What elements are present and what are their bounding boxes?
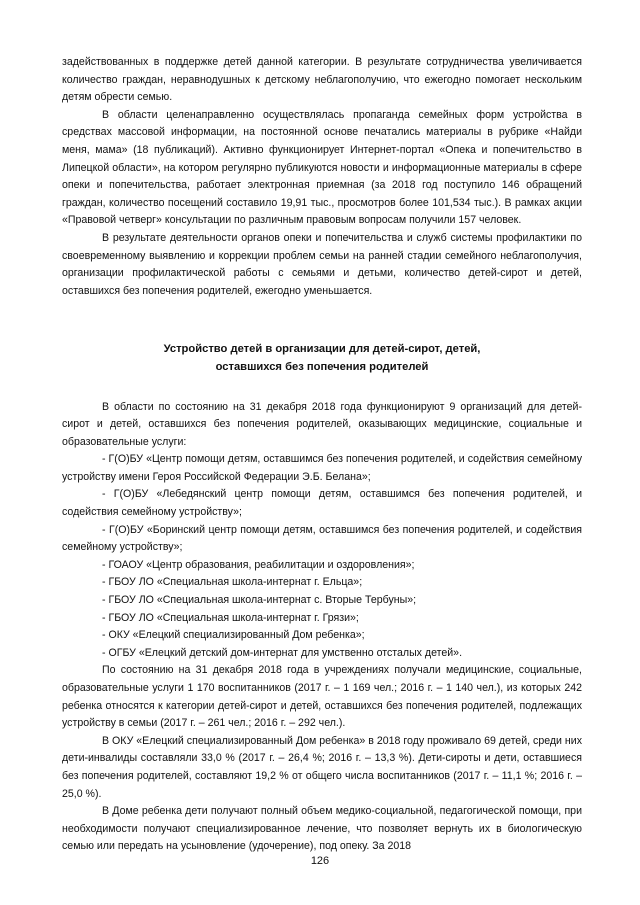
list-item: - Г(О)БУ «Лебедянский центр помощи детям, оставшимся без попечения родителей, и содействия семейному устройству»; <box>62 488 582 519</box>
list-item: - Г(О)БУ «Центр помощи детям, оставшимся без попечения родителей, и содействия семейному устройству имени Героя Российской Федерации Э.Б. Белана»; <box>62 453 582 483</box>
list-item: - ГБОУ ЛО «Специальная школа-интернат с. Вторые Тербуны»; <box>102 594 417 607</box>
page-body <box>62 54 582 856</box>
section-heading-line-2: оставшихся без попечения родителей <box>215 360 429 373</box>
organization-list <box>62 451 582 662</box>
list-item: - ГОАОУ «Центр образования, реабилитации и оздоровления»; <box>102 558 415 571</box>
list-item: - ГБОУ ЛО «Специальная школа-интернат г. Грязи»; <box>102 611 359 624</box>
paragraph-care: В Доме ребенка дети получают полный объем медико-социальной, педагогической помощи, при необходимости получают специализированное лечение, что позволяет вернуть их в биологическую семью или передать на усыновление (удочерение), под опеку. За 2018 <box>62 805 582 853</box>
paragraph-children-home: В ОКУ «Елецкий специализированный Дом ребенка» в 2018 году проживало 69 детей, среди них дети-инвалиды составляли 33,0 % (2017 г. – 26,4 %; 2016 г. – 13,3 %). Дети-сироты и дети, оставшиеся без попечения родителей, составляют 19,2 % от общего числа воспитанников (2017 г. – 11,1 %; 2016 г. – 25,0 %). <box>62 734 582 800</box>
page-number: 126 <box>310 855 330 867</box>
list-item: - ОГБУ «Елецкий детский дом-интернат для умственно отсталых детей». <box>102 646 463 659</box>
paragraph-propaganda: В области целенаправленно осуществлялась пропаганда семейных форм устройства в средствах массовой информации, на постоянной основе печатались материалы в рубрике «Найди меня, мама» (18 публикаций). Активно функционирует Интернет-портал «Опека и попечительство в Липецкой области», на котором регулярно публикуются новости и информационные материалы в сфере опеки и попечительства, работает электронная приемная (за 2018 год поступило 146 обращений граждан, количество посещений составило 19,91 тыс., просмотров более 101,534 тыс.). В рамках акции «Правовой четверг» консультации по различным правовым вопросам получили 157 человек. <box>62 108 582 227</box>
list-item: - Г(О)БУ «Боринский центр помощи детям, оставшимся без попечения родителей, и содействия семейному устройству»; <box>62 523 582 554</box>
list-item: - ОКУ «Елецкий специализированный Дом ребенка»; <box>102 629 365 642</box>
list-item: - ГБОУ ЛО «Специальная школа-интернат г. Ельца»; <box>102 576 363 589</box>
paragraph-statistics: По состоянию на 31 декабря 2018 года в учреждениях получали медицинские, социальные, образовательные услуги 1 170 воспитанников (2017 г. – 1 169 чел.; 2016 г. – 1 140 чел.), из которых 242 ребенка относятся к категории детей-сирот и детей, оставшихся без попечения родителей, подлежащих устройству в семьи (2017 г. – 261 чел.; 2016 г. – 292 чел.). <box>62 664 582 730</box>
section-heading-line-1: Устройство детей в организации для детей-сирот, детей, <box>163 343 481 356</box>
paragraph-intro: В области по состоянию на 31 декабря 2018 года функционируют 9 организаций для детей-сирот и детей, оставшихся без попечения родителей, оказывающих медицинские, социальные и образовательные услуги: <box>62 400 582 448</box>
section-heading <box>62 341 582 376</box>
paragraph-results: В результате деятельности органов опеки и попечительства и служб системы профилактики по своевременному выявлению и коррекции проблем семьи на ранней стадии семейного неблагополучия, организации профилактической работы с семьями и детьми, количество детей-сирот и детей, оставшихся без попечения родителей, ежегодно уменьшается. <box>62 231 582 297</box>
paragraph-continuation: задействованных в поддержке детей данной категории. В результате сотрудничества увеличивается количество граждан, неравнодушных к детскому неблагополучию, что ежегодно помогает нескольким детям обрести семью. <box>62 56 582 104</box>
